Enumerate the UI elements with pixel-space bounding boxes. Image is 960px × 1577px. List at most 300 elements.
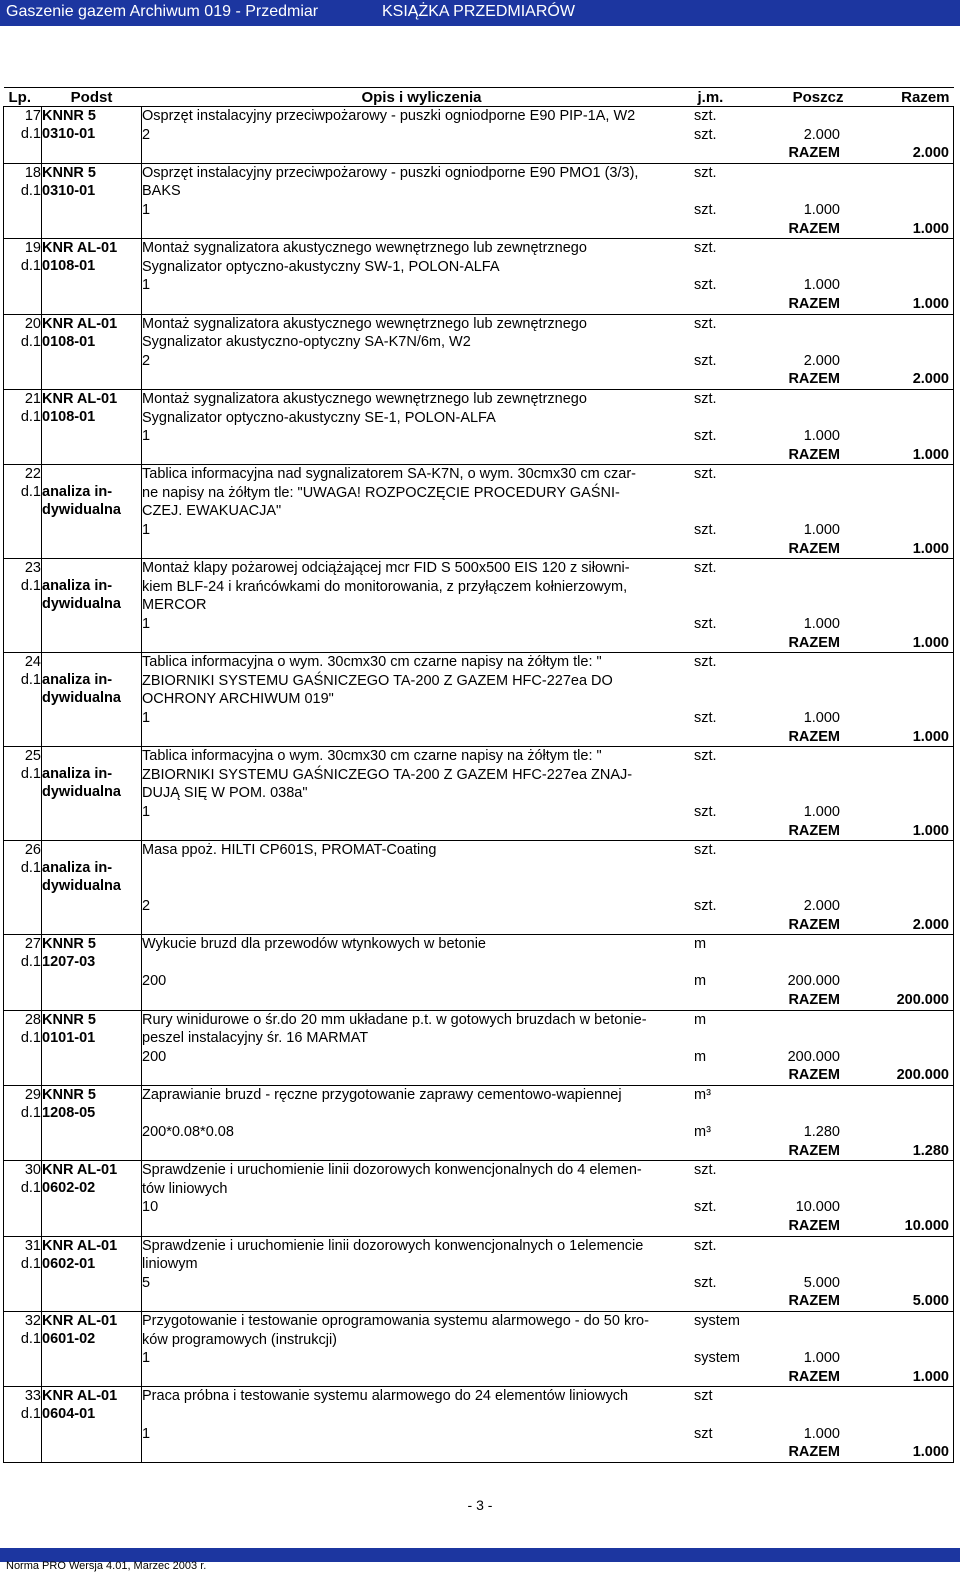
calculation-unit: szt. xyxy=(694,352,717,369)
description-line xyxy=(142,841,953,860)
calculation-line xyxy=(142,1425,953,1444)
description-cell xyxy=(142,935,954,1010)
basis-cell xyxy=(42,1236,142,1311)
calculation-line xyxy=(142,1048,953,1067)
unit xyxy=(694,690,754,709)
lp-sub: d.1 xyxy=(20,1029,41,1046)
unit xyxy=(694,784,754,803)
position-number xyxy=(4,1236,42,1311)
razem-value: 1.000 xyxy=(912,728,949,745)
razem-label: RAZEM xyxy=(788,916,840,933)
description-text: Sygnalizator optyczno-akustyczny SE-1, POLON-ALFA xyxy=(142,409,496,426)
book-title: KSIĄŻKA PRZEDMIARÓW xyxy=(382,3,575,20)
basis-line: KNNR 5 xyxy=(42,164,96,181)
razem-label: RAZEM xyxy=(788,295,840,312)
basis-cell xyxy=(42,841,142,935)
calculation-line xyxy=(142,521,953,540)
description-cell xyxy=(142,1085,954,1160)
razem-label: RAZEM xyxy=(788,1067,840,1084)
calculation-line xyxy=(142,1198,953,1217)
calculation-line xyxy=(142,1123,953,1142)
lp-value: 23 xyxy=(24,560,41,577)
razem-value: 1.000 xyxy=(912,295,949,312)
basis-cell xyxy=(42,107,142,164)
lp-value: 17 xyxy=(24,108,41,124)
description-line xyxy=(142,239,953,258)
description-line xyxy=(142,653,953,672)
unit xyxy=(694,1180,754,1199)
description-line xyxy=(142,1180,953,1199)
position-number xyxy=(4,747,42,841)
description-line xyxy=(142,1312,953,1331)
calculation-line xyxy=(142,1274,953,1293)
basis-line: 0108-01 xyxy=(42,258,96,275)
razem-line xyxy=(142,1142,953,1161)
description-text: CZEJ. EWAKUACJA" xyxy=(142,503,282,520)
unit xyxy=(694,182,754,201)
calculation-expression: 1 xyxy=(142,522,151,539)
lp-value: 29 xyxy=(24,1086,41,1103)
razem-label: RAZEM xyxy=(788,1142,840,1159)
lp-sub: d.1 xyxy=(20,408,41,425)
position-number xyxy=(4,314,42,389)
description-line xyxy=(142,860,953,879)
razem-value: 10.000 xyxy=(904,1218,949,1235)
basis-line: 0310-01 xyxy=(42,182,96,199)
calculation-value: 1.000 xyxy=(803,201,840,218)
description-line xyxy=(142,690,953,709)
page-header xyxy=(0,0,960,26)
description-text: Sygnalizator optyczno-akustyczny SW-1, POLON-ALFA xyxy=(142,258,500,275)
unit xyxy=(694,766,754,785)
position-number xyxy=(4,239,42,314)
calculation-expression: 200 xyxy=(142,973,167,990)
unit: szt. xyxy=(694,1237,717,1254)
razem-label: RAZEM xyxy=(788,1218,840,1235)
col-lp: Lp. xyxy=(4,88,42,107)
description-cell xyxy=(142,389,954,464)
calculation-line xyxy=(142,709,953,728)
razem-label: RAZEM xyxy=(788,991,840,1008)
basis-line: 0310-01 xyxy=(42,126,96,142)
unit xyxy=(694,1406,754,1425)
description-line xyxy=(142,1104,953,1123)
razem-label: RAZEM xyxy=(788,634,840,651)
unit: szt. xyxy=(694,560,717,577)
razem-label: RAZEM xyxy=(788,1293,840,1310)
lp-value: 25 xyxy=(24,748,41,765)
description-text: Tablica informacyjna o wym. 30cmx30 cm czarne napisy na żółtym tle: " xyxy=(142,748,602,765)
description-line xyxy=(142,1237,953,1256)
basis-line: KNNR 5 xyxy=(42,936,96,953)
razem-line xyxy=(142,1443,953,1462)
position-number xyxy=(4,653,42,747)
calculation-line xyxy=(142,803,953,822)
description-line xyxy=(142,164,953,183)
unit: m xyxy=(694,936,707,953)
description-text: Osprzęt instalacyjny przeciwpożarowy - puszki ogniodporne E90 PMO1 (3/3), xyxy=(142,164,639,181)
col-poszcz: Poszcz xyxy=(792,88,844,106)
razem-line xyxy=(142,295,953,314)
razem-line xyxy=(142,1217,953,1236)
basis-cell xyxy=(42,747,142,841)
basis-cell xyxy=(42,1010,142,1085)
calculation-unit: szt. xyxy=(694,201,717,218)
razem-line xyxy=(142,144,953,163)
basis-cell xyxy=(42,239,142,314)
basis-line: KNR AL-01 xyxy=(42,1162,118,1179)
calculation-unit: m³ xyxy=(694,1124,711,1141)
basis-line xyxy=(42,559,141,577)
basis-line: 0601-02 xyxy=(42,1331,96,1347)
calculation-value: 1.000 xyxy=(803,522,840,539)
przedmiar-table xyxy=(3,87,954,1463)
razem-line xyxy=(142,916,953,935)
position-number xyxy=(4,1312,42,1387)
calculation-line xyxy=(142,615,953,634)
table-row xyxy=(4,1085,954,1160)
description-cell xyxy=(142,1312,954,1387)
description-line xyxy=(142,596,953,615)
description-text: Masa ppoż. HILTI CP601S, PROMAT-Coating xyxy=(142,842,437,859)
unit xyxy=(694,578,754,597)
unit xyxy=(694,502,754,521)
basis-cell xyxy=(42,465,142,559)
document-title: Gaszenie gazem Archiwum 019 - Przedmiar xyxy=(6,3,319,20)
basis-cell xyxy=(42,1387,142,1462)
lp-sub: d.1 xyxy=(20,1406,41,1423)
calculation-line xyxy=(142,352,953,371)
basis-line: 0602-01 xyxy=(42,1255,96,1272)
calculation-value: 2.000 xyxy=(803,352,840,369)
basis-line xyxy=(42,465,141,483)
lp-value: 33 xyxy=(24,1388,41,1405)
unit xyxy=(694,1104,754,1123)
table-row xyxy=(4,1312,954,1387)
position-number xyxy=(4,163,42,238)
table-row xyxy=(4,747,954,841)
calculation-expression: 2 xyxy=(142,897,151,914)
razem-line xyxy=(142,220,953,239)
footer-software: Norma PRO Wersja 4.01, Marzec 2003 r. xyxy=(6,1560,207,1572)
description-line xyxy=(142,107,953,126)
basis-line: dywidualna xyxy=(42,784,121,801)
unit: m³ xyxy=(694,1086,711,1103)
description-line xyxy=(142,1387,953,1406)
description-text: Tablica informacyjna o wym. 30cmx30 cm czarne napisy na żółtym tle: " xyxy=(142,654,602,671)
description-line xyxy=(142,878,953,897)
unit: szt. xyxy=(694,842,717,859)
unit xyxy=(694,409,754,428)
razem-line xyxy=(142,991,953,1010)
table-row xyxy=(4,841,954,935)
basis-line: KNNR 5 xyxy=(42,1086,96,1103)
calculation-line xyxy=(142,427,953,446)
table-row xyxy=(4,1236,954,1311)
calculation-expression: 1 xyxy=(142,277,151,294)
description-line xyxy=(142,1255,953,1274)
calculation-unit: szt. xyxy=(694,803,717,820)
description-line xyxy=(142,559,953,578)
calculation-unit: szt. xyxy=(694,616,717,633)
calculation-value: 1.000 xyxy=(803,1425,840,1442)
basis-cell xyxy=(42,1161,142,1236)
basis-line: 0108-01 xyxy=(42,408,96,425)
basis-line: 0604-01 xyxy=(42,1406,96,1423)
razem-value: 2.000 xyxy=(912,916,949,933)
basis-line: analiza in- xyxy=(42,484,113,501)
description-cell xyxy=(142,653,954,747)
col-jm: j.m. xyxy=(697,88,724,106)
razem-label: RAZEM xyxy=(788,728,840,745)
calculation-value: 1.000 xyxy=(803,803,840,820)
basis-line: 0108-01 xyxy=(42,333,96,350)
razem-value: 1.000 xyxy=(912,220,949,237)
basis-cell xyxy=(42,1312,142,1387)
description-line xyxy=(142,333,953,352)
razem-value: 200.000 xyxy=(896,991,949,1008)
basis-line xyxy=(42,653,141,671)
description-text: tów liniowych xyxy=(142,1180,228,1197)
calculation-expression: 1 xyxy=(142,1350,151,1367)
position-number xyxy=(4,1387,42,1462)
description-cell xyxy=(142,1010,954,1085)
calculation-expression: 1 xyxy=(142,201,151,218)
basis-line: dywidualna xyxy=(42,502,121,519)
lp-value: 31 xyxy=(24,1237,41,1254)
calculation-value: 200.000 xyxy=(787,973,840,990)
description-text: Montaż sygnalizatora akustycznego wewnętrznego lub zewnętrznego xyxy=(142,240,587,257)
calculation-value: 5.000 xyxy=(803,1274,840,1291)
description-line xyxy=(142,672,953,691)
calculation-unit: szt. xyxy=(694,126,717,143)
razem-value: 2.000 xyxy=(912,145,949,162)
description-text: ZBIORNIKI SYSTEMU GAŚNICZEGO TA-200 Z GAZEM HFC-227ea DO xyxy=(142,672,613,689)
description-text xyxy=(142,1406,694,1425)
description-text: ZBIORNIKI SYSTEMU GAŚNICZEGO TA-200 Z GAZEM HFC-227ea ZNAJ- xyxy=(142,766,633,783)
lp-sub: d.1 xyxy=(20,1104,41,1121)
description-text: Osprzęt instalacyjny przeciwpożarowy - puszki ogniodporne E90 PIP-1A, W2 xyxy=(142,108,636,124)
table-row xyxy=(4,239,954,314)
table-row xyxy=(4,163,954,238)
calculation-value: 200.000 xyxy=(787,1048,840,1065)
description-line xyxy=(142,390,953,409)
unit xyxy=(694,1331,754,1350)
description-line xyxy=(142,1331,953,1350)
description-cell xyxy=(142,1161,954,1236)
description-line xyxy=(142,954,953,973)
unit xyxy=(694,1029,754,1048)
position-number xyxy=(4,389,42,464)
razem-label: RAZEM xyxy=(788,822,840,839)
razem-label: RAZEM xyxy=(788,145,840,162)
calculation-expression: 1 xyxy=(142,803,151,820)
lp-sub: d.1 xyxy=(20,333,41,350)
description-line xyxy=(142,258,953,277)
table-row xyxy=(4,1161,954,1236)
basis-line: KNNR 5 xyxy=(42,1011,96,1028)
calculation-unit: system xyxy=(694,1350,740,1367)
description-text xyxy=(142,878,694,897)
description-cell xyxy=(142,1387,954,1462)
table-header-row xyxy=(4,88,954,107)
calculation-value: 10.000 xyxy=(795,1199,840,1216)
razem-value: 1.000 xyxy=(912,446,949,463)
description-line xyxy=(142,409,953,428)
position-number xyxy=(4,465,42,559)
calculation-unit: szt. xyxy=(694,1274,717,1291)
lp-sub: d.1 xyxy=(20,860,41,877)
description-text: MERCOR xyxy=(142,597,207,614)
description-text: Sygnalizator akustyczno-optyczny SA-K7N/6m, W2 xyxy=(142,334,471,351)
razem-line xyxy=(142,1368,953,1387)
calculation-unit: szt. xyxy=(694,710,717,726)
basis-line: analiza in- xyxy=(42,578,113,595)
razem-line xyxy=(142,1292,953,1311)
razem-value: 1.000 xyxy=(912,1368,949,1385)
description-text: ne napisy na żółtym tle: "UWAGA! ROZPOCZĘCIE PROCEDURY GAŚNI- xyxy=(142,484,620,501)
lp-sub: d.1 xyxy=(20,766,41,783)
basis-line: 0602-02 xyxy=(42,1180,96,1197)
lp-value: 28 xyxy=(24,1011,41,1028)
razem-line xyxy=(142,1066,953,1085)
razem-label: RAZEM xyxy=(788,371,840,388)
razem-value: 5.000 xyxy=(912,1293,949,1310)
razem-label: RAZEM xyxy=(788,1444,840,1461)
description-line xyxy=(142,484,953,503)
table-row xyxy=(4,314,954,389)
basis-line: KNR AL-01 xyxy=(42,1237,118,1254)
unit: szt. xyxy=(694,164,717,181)
description-line xyxy=(142,1029,953,1048)
col-opis: Opis i wyliczenia xyxy=(361,88,482,106)
basis-line: KNR AL-01 xyxy=(42,240,118,257)
basis-line: 1208-05 xyxy=(42,1104,96,1121)
calculation-line xyxy=(142,201,953,220)
table-row xyxy=(4,465,954,559)
razem-value: 1.000 xyxy=(912,822,949,839)
table-row xyxy=(4,653,954,747)
description-line xyxy=(142,1406,953,1425)
col-podst: Podst xyxy=(42,88,142,107)
calculation-unit: m xyxy=(694,1048,707,1065)
basis-line xyxy=(42,747,141,765)
calculation-line xyxy=(142,897,953,916)
razem-value: 1.000 xyxy=(912,540,949,557)
basis-line: analiza in- xyxy=(42,672,113,689)
calculation-value: 1.000 xyxy=(803,616,840,633)
razem-line xyxy=(142,728,953,747)
calculation-expression: 200*0.08*0.08 xyxy=(142,1124,234,1141)
description-line xyxy=(142,1161,953,1180)
calculation-line xyxy=(142,972,953,991)
table-row xyxy=(4,559,954,653)
description-line xyxy=(142,1086,953,1105)
lp-value: 26 xyxy=(24,842,41,859)
lp-value: 30 xyxy=(24,1162,41,1179)
description-text: Montaż sygnalizatora akustycznego wewnętrznego lub zewnętrznego xyxy=(142,315,587,332)
razem-label: RAZEM xyxy=(788,446,840,463)
unit: szt xyxy=(694,1388,713,1405)
calculation-unit: szt. xyxy=(694,1199,717,1216)
description-cell xyxy=(142,747,954,841)
description-text: ków programowych (instrukcji) xyxy=(142,1331,337,1348)
description-cell xyxy=(142,163,954,238)
description-text: BAKS xyxy=(142,183,181,200)
lp-sub: d.1 xyxy=(20,672,41,689)
unit: szt. xyxy=(694,466,717,483)
description-cell xyxy=(142,107,954,164)
lp-sub: d.1 xyxy=(20,484,41,501)
description-cell xyxy=(142,841,954,935)
unit: szt. xyxy=(694,1162,717,1179)
basis-line: analiza in- xyxy=(42,860,113,877)
calculation-unit: szt. xyxy=(694,428,717,445)
description-text: liniowym xyxy=(142,1256,198,1273)
basis-line: KNR AL-01 xyxy=(42,1388,118,1405)
description-text: kiem BLF-24 i krańcówkami do monitorowania, z przyłączem kołnierzowym, xyxy=(142,578,628,595)
basis-line: KNR AL-01 xyxy=(42,390,118,407)
calculation-unit: szt. xyxy=(694,897,717,914)
description-line xyxy=(142,182,953,201)
calculation-unit: szt. xyxy=(694,277,717,294)
calculation-expression: 1 xyxy=(142,616,151,633)
unit xyxy=(694,860,754,879)
calculation-expression: 1 xyxy=(142,710,151,726)
calculation-expression: 5 xyxy=(142,1274,151,1291)
description-text: Tablica informacyjna nad sygnalizatorem SA-K7N, o wym. 30cmx30 cm czar- xyxy=(142,466,636,483)
position-number xyxy=(4,559,42,653)
basis-cell xyxy=(42,935,142,1010)
unit: szt. xyxy=(694,315,717,332)
description-line xyxy=(142,747,953,766)
razem-value: 1.000 xyxy=(912,1444,949,1461)
description-text: DUJĄ SIĘ W POM. 038a" xyxy=(142,785,308,802)
description-text: Montaż sygnalizatora akustycznego wewnętrznego lub zewnętrznego xyxy=(142,390,587,407)
lp-value: 32 xyxy=(24,1313,41,1329)
unit xyxy=(694,484,754,503)
basis-cell xyxy=(42,314,142,389)
basis-line: KNR AL-01 xyxy=(42,315,118,332)
lp-sub: d.1 xyxy=(20,182,41,199)
razem-label: RAZEM xyxy=(788,540,840,557)
calculation-expression: 200 xyxy=(142,1048,167,1065)
lp-value: 19 xyxy=(24,240,41,257)
basis-cell xyxy=(42,1085,142,1160)
razem-line xyxy=(142,540,953,559)
position-number xyxy=(4,841,42,935)
unit xyxy=(694,954,754,973)
lp-sub: d.1 xyxy=(20,126,41,142)
basis-cell xyxy=(42,389,142,464)
description-line xyxy=(142,766,953,785)
razem-line xyxy=(142,446,953,465)
lp-value: 24 xyxy=(24,654,41,671)
razem-value: 1.280 xyxy=(912,1142,949,1159)
description-text: Przygotowanie i testowanie oprogramowania systemu alarmowego - do 50 kro- xyxy=(142,1313,649,1329)
description-text xyxy=(142,1104,694,1123)
unit: system xyxy=(694,1313,740,1329)
description-text xyxy=(142,954,694,973)
description-line xyxy=(142,315,953,334)
basis-line: 0101-01 xyxy=(42,1029,96,1046)
description-line xyxy=(142,578,953,597)
description-text: Sprawdzenie i uruchomienie linii dozorowych konwencjonalnych do 4 elemen- xyxy=(142,1162,642,1179)
description-line xyxy=(142,935,953,954)
calculation-value: 1.000 xyxy=(803,428,840,445)
description-text xyxy=(142,860,694,879)
description-text: Praca próbna i testowanie systemu alarmowego do 24 elementów liniowych xyxy=(142,1388,629,1405)
